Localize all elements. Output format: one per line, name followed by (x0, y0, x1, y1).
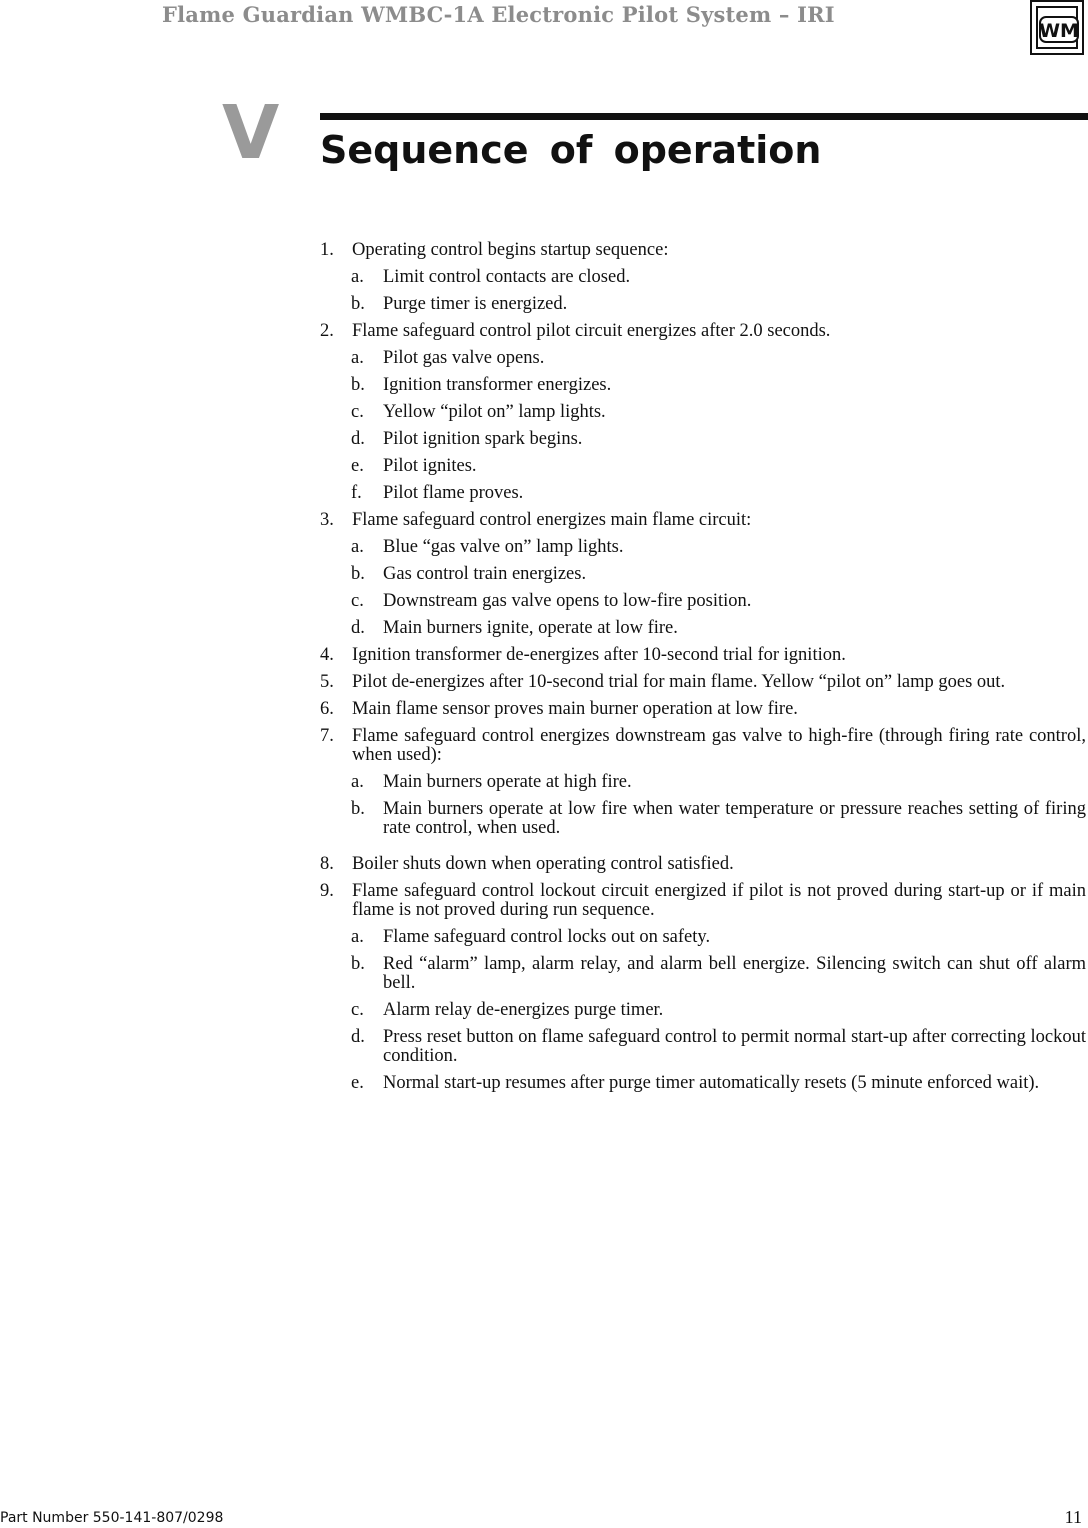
logo-frame (1036, 6, 1078, 49)
step-number: b. (351, 954, 365, 974)
step-item (320, 700, 1086, 719)
sub-step (320, 619, 1086, 638)
sub-step (320, 1028, 1086, 1066)
step-text: Operating control begins startup sequence: (352, 240, 669, 260)
step-number: c. (351, 1000, 364, 1020)
sub-step (320, 565, 1086, 584)
step-text: Downstream gas valve opens to low-fire position. (383, 591, 752, 611)
step-item (320, 511, 1086, 530)
sub-step (320, 457, 1086, 476)
title-rule (320, 113, 1088, 120)
document-header-title: Flame Guardian WMBC-1A Electronic Pilot System – IRI (162, 2, 835, 27)
step-text: Pilot ignition spark begins. (383, 429, 583, 449)
step-number: e. (351, 1073, 364, 1093)
step-number: c. (351, 402, 364, 422)
step-number: 4. (320, 645, 334, 665)
step-number: f. (351, 483, 362, 503)
sub-step (320, 376, 1086, 395)
step-number: 3. (320, 510, 334, 530)
step-text: Main burners operate at high fire. (383, 772, 632, 792)
step-item (320, 646, 1086, 665)
step-text: Flame safeguard control lockout circuit energized if pilot is not proved during start-up or if main flame is not proved during run sequence. (352, 881, 1086, 920)
section-numeral: V (222, 90, 280, 176)
step-text: Boiler shuts down when operating control satisfied. (352, 854, 734, 874)
sub-step (320, 295, 1086, 314)
step-text: Ignition transformer energizes. (383, 375, 612, 395)
step-text: Press reset button on flame safeguard control to permit normal start-up after correcting lockout condition. (383, 1027, 1086, 1066)
step-number: a. (351, 537, 364, 557)
page-number: 11 (1064, 1507, 1082, 1527)
step-text: Gas control train energizes. (383, 564, 587, 584)
section-title: Sequence of operation (320, 128, 822, 172)
step-number: 2. (320, 321, 334, 341)
part-number: Part Number 550-141-807/0298 (0, 1510, 224, 1526)
logo-mark-icon (1038, 8, 1080, 51)
step-text: Yellow “pilot on” lamp lights. (383, 402, 606, 422)
step-item (320, 855, 1086, 874)
step-text: Pilot ignites. (383, 456, 477, 476)
step-number: a. (351, 348, 364, 368)
step-number: e. (351, 456, 364, 476)
step-number: 1. (320, 240, 334, 260)
step-text: Main flame sensor proves main burner operation at low fire. (352, 699, 798, 719)
step-number: b. (351, 564, 365, 584)
sub-step (320, 268, 1086, 287)
step-item (320, 727, 1086, 765)
step-text: Ignition transformer de-energizes after 10-second trial for ignition. (352, 645, 846, 665)
step-text: Pilot de-energizes after 10-second trial for main flame. Yellow “pilot on” lamp goes out. (352, 672, 1006, 692)
step-text: Normal start-up resumes after purge timer automatically resets (5 minute enforced wait). (383, 1073, 1040, 1093)
step-text: Limit control contacts are closed. (383, 267, 631, 287)
step-number: a. (351, 267, 364, 287)
step-item (320, 673, 1086, 692)
step-item (320, 241, 1086, 260)
sub-step (320, 349, 1086, 368)
step-number: a. (351, 772, 364, 792)
step-text: Blue “gas valve on” lamp lights. (383, 537, 624, 557)
step-text: Flame safeguard control pilot circuit energizes after 2.0 seconds. (352, 321, 831, 341)
sequence-steps-list (320, 241, 1086, 1093)
sub-step (320, 592, 1086, 611)
step-text: Pilot gas valve opens. (383, 348, 545, 368)
step-number: b. (351, 294, 365, 314)
sub-step (320, 430, 1086, 449)
step-number: d. (351, 618, 365, 638)
step-text: Flame safeguard control locks out on safety. (383, 927, 711, 947)
step-item (320, 882, 1086, 920)
step-number: d. (351, 429, 365, 449)
sub-step (320, 955, 1086, 993)
sub-step (320, 1001, 1086, 1020)
wm-logo-icon (1030, 0, 1084, 55)
step-number: b. (351, 375, 365, 395)
step-number: 6. (320, 699, 334, 719)
sub-step (320, 773, 1086, 792)
step-text: Pilot flame proves. (383, 483, 524, 503)
step-text: Flame safeguard control energizes main flame circuit: (352, 510, 752, 530)
sub-step (320, 928, 1086, 947)
step-number: a. (351, 927, 364, 947)
step-item (320, 322, 1086, 341)
step-text: Main burners ignite, operate at low fire. (383, 618, 678, 638)
step-text: Red “alarm” lamp, alarm relay, and alarm bell energize. Silencing switch can shut off alarm bell. (383, 954, 1086, 993)
step-number: 8. (320, 854, 334, 874)
step-text: Alarm relay de-energizes purge timer. (383, 1000, 664, 1020)
step-number: d. (351, 1027, 365, 1047)
sub-step (320, 800, 1086, 838)
step-text: Flame safeguard control energizes downstream gas valve to high-fire (through firing rate control, when used): (352, 726, 1086, 765)
step-number: 9. (320, 881, 334, 901)
logo-text: WM (1039, 20, 1079, 42)
step-number: 7. (320, 726, 334, 746)
step-text: Purge timer is energized. (383, 294, 568, 314)
step-number: c. (351, 591, 364, 611)
sub-step (320, 538, 1086, 557)
step-number: 5. (320, 672, 334, 692)
sub-step (320, 403, 1086, 422)
sub-step (320, 484, 1086, 503)
sub-step (320, 1074, 1086, 1093)
step-text: Main burners operate at low fire when water temperature or pressure reaches setting of firing rate control, when used. (383, 799, 1086, 838)
step-number: b. (351, 799, 365, 819)
